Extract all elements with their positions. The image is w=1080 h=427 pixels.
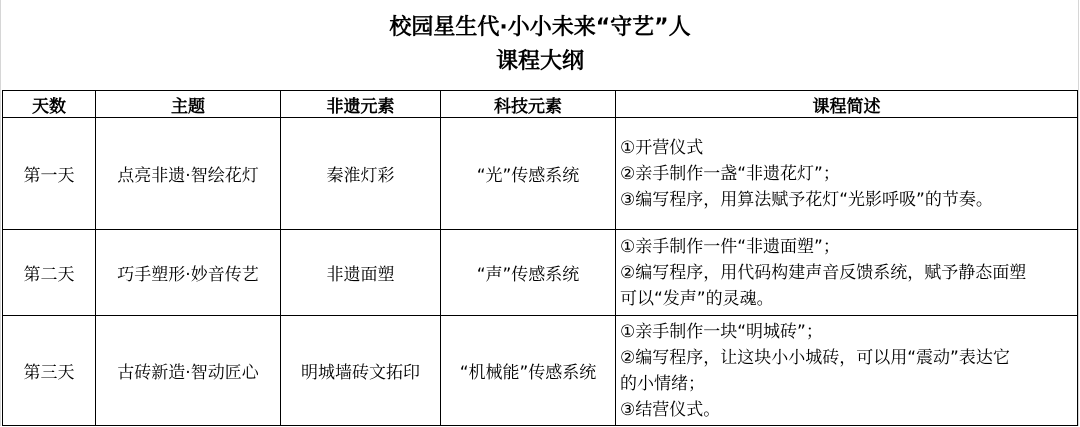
cell-day: 第三天 bbox=[3, 316, 96, 426]
table-header-row bbox=[3, 91, 1078, 118]
cell-tech: “声”传感系统 bbox=[441, 230, 616, 316]
table-row bbox=[3, 230, 1078, 316]
description-line: ①亲手制作一块“明城砖”； bbox=[620, 321, 823, 342]
header-heritage: 非遗元素 bbox=[281, 91, 441, 118]
course-outline-table bbox=[2, 90, 1078, 426]
table-row bbox=[3, 118, 1078, 230]
description-line: ②亲手制作一盏“非遗花灯”； bbox=[620, 163, 840, 184]
cell-heritage: 非遗面塑 bbox=[281, 230, 441, 316]
description-line: ①开营仪式 bbox=[620, 137, 704, 158]
cell-day: 第一天 bbox=[3, 118, 96, 230]
description-line: 的小情绪； bbox=[620, 373, 705, 394]
cell-theme: 点亮非遗·智绘花灯 bbox=[96, 118, 281, 230]
cell-tech: “光”传感系统 bbox=[441, 118, 616, 230]
header-theme: 主题 bbox=[96, 91, 281, 118]
description-line: ③编写程序，用算法赋予花灯“光影呼吸”的节奏。 bbox=[620, 189, 993, 210]
header-day: 天数 bbox=[3, 91, 96, 118]
page-subtitle: 课程大纲 bbox=[495, 49, 584, 74]
cell-heritage: 明城墙砖文拓印 bbox=[281, 316, 441, 426]
table-row bbox=[3, 316, 1078, 426]
cell-description bbox=[616, 118, 1078, 230]
cell-day: 第二天 bbox=[3, 230, 96, 316]
description-line: ③结营仪式。 bbox=[620, 399, 721, 420]
description-line: ②编写程序，让这块小小城砖，可以用“震动”表达它 bbox=[620, 347, 1010, 368]
header-description: 课程简述 bbox=[616, 91, 1078, 118]
description-line: ②编写程序，用代码构建声音反馈系统，赋予静态面塑 bbox=[620, 262, 1027, 283]
cell-theme: 巧手塑形·妙音传艺 bbox=[96, 230, 281, 316]
page-title: 校园星生代·小小未来“守艺”人 bbox=[389, 15, 691, 40]
cell-description bbox=[616, 230, 1078, 316]
cell-description bbox=[616, 316, 1078, 426]
cell-heritage: 秦淮灯彩 bbox=[281, 118, 441, 230]
cell-theme: 古砖新造·智动匠心 bbox=[96, 316, 281, 426]
description-line: ①亲手制作一件“非遗面塑”； bbox=[620, 236, 840, 257]
header-tech: 科技元素 bbox=[441, 91, 616, 118]
description-line: 可以“发声”的灵魂。 bbox=[620, 288, 774, 309]
cell-tech: “机械能”传感系统 bbox=[441, 316, 616, 426]
